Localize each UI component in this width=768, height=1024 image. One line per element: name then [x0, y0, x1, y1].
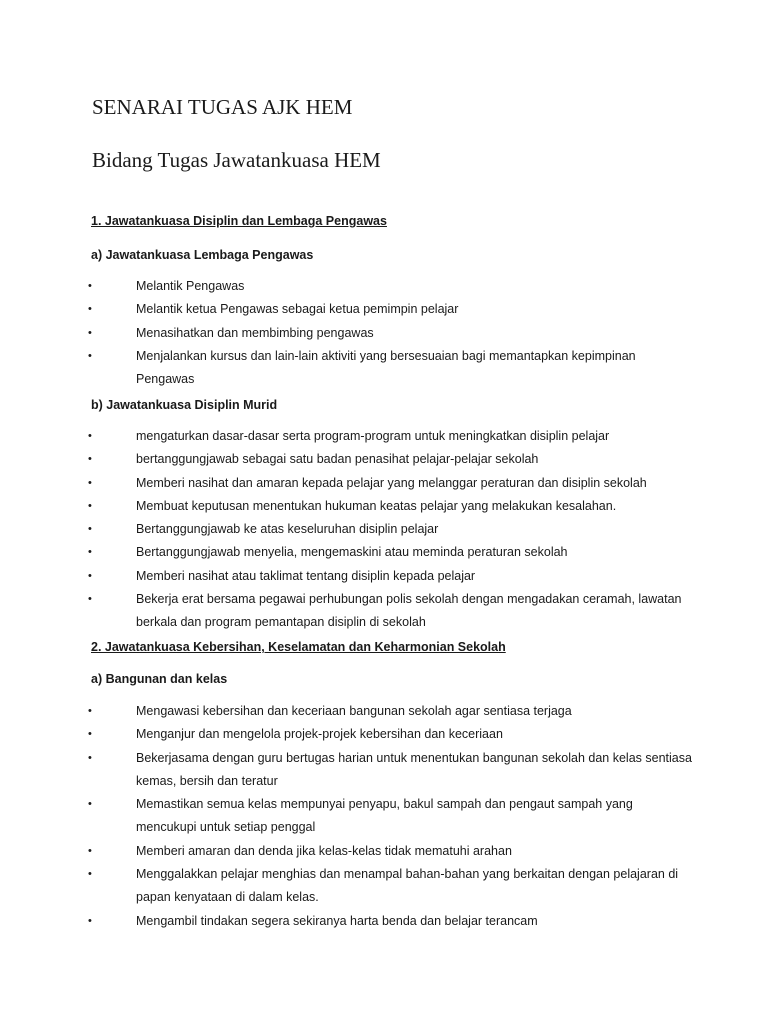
subsection-heading-disiplin-murid: b) Jawatankuasa Disiplin Murid	[91, 398, 278, 412]
list-item	[88, 322, 696, 345]
document-title: SENARAI TUGAS AJK HEM	[92, 95, 353, 119]
subsection-heading-bangunan-kelas: a) Bangunan dan kelas	[91, 672, 228, 686]
section-heading-kebersihan: 2. Jawatankuasa Kebersihan, Keselamatan dan Keharmonian Sekolah	[91, 640, 506, 654]
list-item	[88, 298, 696, 321]
list-item-text: Menganjur dan mengelola projek-projek kebersihan dan keceriaan	[136, 727, 503, 742]
list-item	[88, 723, 696, 746]
bullet-icon: •	[88, 453, 92, 466]
bullet-icon: •	[88, 280, 92, 292]
bullet-icon: •	[88, 798, 92, 811]
list-item	[88, 700, 696, 723]
list-item-text: Menasihatkan dan membimbing pengawas	[136, 325, 374, 340]
bullet-icon: •	[88, 326, 92, 339]
list-item-text: Mengawasi kebersihan dan keceriaan bangunan sekolah agar sentiasa terjaga	[136, 704, 572, 718]
list-item	[88, 345, 696, 392]
list-item	[88, 518, 696, 541]
list-item-text: Bertanggungjawab menyelia, mengemaskini atau meminda peraturan sekolah	[136, 545, 568, 560]
bullet-icon: •	[88, 728, 92, 741]
document-subtitle: Bidang Tugas Jawatankuasa HEM	[92, 148, 381, 172]
list-item	[88, 472, 696, 495]
bullet-icon: •	[88, 593, 92, 606]
duties-list-bangunan-kelas	[88, 700, 696, 933]
bullet-icon: •	[88, 844, 92, 857]
subsection-heading-lembaga-pengawas: a) Jawatankuasa Lembaga Pengawas	[91, 248, 314, 262]
list-item-text: Membuat keputusan menentukan hukuman keatas pelajar yang melakukan kesalahan.	[136, 498, 617, 513]
list-item-text: Melantik Pengawas	[136, 279, 245, 293]
list-item	[88, 495, 696, 518]
list-item-text: Mengambil tindakan segera sekiranya harta benda dan belajar terancam	[136, 913, 538, 928]
list-item-text: Menjalankan kursus dan lain-lain aktiviti yang bersesuaian bagi memantapkan kepimpinan Pengawas	[136, 348, 636, 387]
bullet-icon: •	[88, 430, 92, 442]
list-item	[88, 747, 696, 794]
bullet-icon: •	[88, 868, 92, 881]
list-item-text: Bekerja erat bersama pegawai perhubungan polis sekolah dengan mengadakan ceramah, lawatan berkala dan program pemantapan disiplin di sekolah	[136, 592, 682, 630]
list-item-text: Memberi nasihat dan amaran kepada pelajar yang melanggar peraturan dan disiplin sekolah	[136, 475, 647, 490]
list-item-text: Melantik ketua Pengawas sebagai ketua pemimpin pelajar	[136, 302, 459, 317]
bullet-icon: •	[88, 476, 92, 489]
list-item	[88, 275, 696, 298]
bullet-icon: •	[88, 499, 92, 512]
list-item	[88, 565, 696, 588]
bullet-icon: •	[88, 303, 92, 316]
list-item	[88, 448, 696, 471]
bullet-icon: •	[88, 751, 92, 764]
list-item-text: Bekerjasama dengan guru bertugas harian untuk menentukan bangunan sekolah dan kelas sentiasa kemas, bersih dan teratur	[136, 750, 692, 788]
duties-list-disiplin-murid	[88, 425, 696, 635]
list-item-text: Memberi amaran dan denda jika kelas-kelas tidak mematuhi arahan	[136, 843, 512, 858]
list-item	[88, 793, 696, 840]
bullet-icon: •	[88, 914, 92, 927]
list-item	[88, 840, 696, 863]
bullet-icon: •	[88, 546, 92, 559]
list-item	[88, 588, 696, 635]
list-item	[88, 910, 696, 933]
bullet-icon: •	[88, 705, 92, 717]
list-item	[88, 425, 696, 448]
list-item-text: Menggalakkan pelajar menghias dan menampal bahan-bahan yang berkaitan dengan pelajaran di papan kenyataan di dalam kelas.	[136, 867, 679, 905]
list-item-text: mengaturkan dasar-dasar serta program-program untuk meningkatkan disiplin pelajar	[136, 429, 610, 443]
section-heading-disiplin: 1. Jawatankuasa Disiplin dan Lembaga Pengawas	[91, 214, 387, 228]
list-item-text: Memastikan semua kelas mempunyai penyapu, bakul sampah dan pengaut sampah yang mencukupi untuk setiap penggal	[136, 797, 633, 835]
bullet-icon: •	[88, 569, 92, 582]
list-item-text: bertanggungjawab sebagai satu badan penasihat pelajar-pelajar sekolah	[136, 452, 539, 467]
list-item	[88, 541, 696, 564]
bullet-icon: •	[88, 349, 92, 362]
list-item-text: Bertanggungjawab ke atas keseluruhan disiplin pelajar	[136, 522, 439, 537]
duties-list-lembaga-pengawas	[88, 275, 696, 391]
list-item	[88, 863, 696, 910]
bullet-icon: •	[88, 523, 92, 536]
list-item-text: Memberi nasihat atau taklimat tentang disiplin kepada pelajar	[136, 568, 476, 583]
